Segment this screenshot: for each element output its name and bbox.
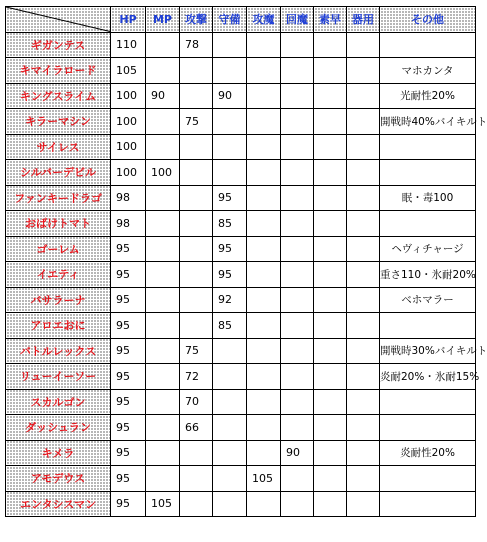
table-row xyxy=(6,491,476,517)
stat-other: 光耐性20% xyxy=(380,83,476,109)
stat-dexterity xyxy=(347,109,380,135)
table-row xyxy=(6,389,476,415)
monster-name: ファンキードラゴ xyxy=(6,185,111,211)
stat-defense: 95 xyxy=(213,185,247,211)
stat-defense xyxy=(213,338,247,364)
stat-magic-recovery xyxy=(281,160,314,186)
table-row xyxy=(6,134,476,160)
stat-magic-recovery xyxy=(281,313,314,339)
stat-hp: 100 xyxy=(111,109,146,135)
stat-magic-recovery xyxy=(281,134,314,160)
stat-mp xyxy=(146,109,180,135)
header-mp: MP xyxy=(146,7,180,33)
header-defense: 守備 xyxy=(213,7,247,33)
stat-defense: 90 xyxy=(213,83,247,109)
stat-other xyxy=(380,160,476,186)
header-other: その他 xyxy=(380,7,476,33)
stat-defense xyxy=(213,364,247,390)
stat-dexterity xyxy=(347,338,380,364)
stat-magic-recovery xyxy=(281,211,314,237)
stat-speed xyxy=(314,389,347,415)
stat-speed xyxy=(314,134,347,160)
stat-speed xyxy=(314,440,347,466)
table-row xyxy=(6,338,476,364)
stat-magic-recovery xyxy=(281,185,314,211)
stat-attack: 66 xyxy=(180,415,213,441)
stat-magic-attack: 105 xyxy=(247,466,281,492)
stat-attack: 72 xyxy=(180,364,213,390)
monster-name: リューイーソー xyxy=(6,364,111,390)
stat-magic-attack xyxy=(247,185,281,211)
stat-speed xyxy=(314,58,347,84)
stat-attack xyxy=(180,440,213,466)
stat-magic-attack xyxy=(247,236,281,262)
stat-hp: 105 xyxy=(111,58,146,84)
stat-hp: 95 xyxy=(111,313,146,339)
stat-defense xyxy=(213,58,247,84)
stat-attack xyxy=(180,185,213,211)
stat-magic-attack xyxy=(247,415,281,441)
stat-hp: 98 xyxy=(111,211,146,237)
stat-magic-recovery xyxy=(281,389,314,415)
stat-speed xyxy=(314,364,347,390)
stat-defense: 85 xyxy=(213,211,247,237)
header-dexterity: 器用 xyxy=(347,7,380,33)
stat-other: 開戦時40%バイキルト xyxy=(380,109,476,135)
stat-magic-attack xyxy=(247,211,281,237)
table-row xyxy=(6,236,476,262)
stat-dexterity xyxy=(347,185,380,211)
table-row xyxy=(6,415,476,441)
stats-table-container xyxy=(5,6,487,517)
stat-attack: 70 xyxy=(180,389,213,415)
monster-name: アロエおに xyxy=(6,313,111,339)
stat-dexterity xyxy=(347,466,380,492)
stat-magic-attack xyxy=(247,491,281,517)
stat-hp: 95 xyxy=(111,466,146,492)
stat-dexterity xyxy=(347,364,380,390)
stat-mp xyxy=(146,313,180,339)
stat-hp: 95 xyxy=(111,415,146,441)
stat-magic-recovery xyxy=(281,83,314,109)
header-attack: 攻撃 xyxy=(180,7,213,33)
monster-name: イエティ xyxy=(6,262,111,288)
table-body xyxy=(6,32,487,517)
monster-name: ゴーレム xyxy=(6,236,111,262)
stat-mp xyxy=(146,58,180,84)
stat-defense xyxy=(213,160,247,186)
stat-other xyxy=(380,313,476,339)
monster-name: キラーマシン xyxy=(6,109,111,135)
stat-attack xyxy=(180,262,213,288)
stat-defense xyxy=(213,32,247,58)
stat-hp: 100 xyxy=(111,83,146,109)
stat-mp xyxy=(146,440,180,466)
table-row xyxy=(6,83,476,109)
stat-other: 開戦時30%バイキルト xyxy=(380,338,476,364)
header-row xyxy=(6,7,476,33)
table-row xyxy=(6,160,476,186)
stat-magic-attack xyxy=(247,440,281,466)
stat-dexterity xyxy=(347,160,380,186)
stat-speed xyxy=(314,313,347,339)
stat-magic-attack xyxy=(247,83,281,109)
stat-magic-attack xyxy=(247,32,281,58)
stat-defense xyxy=(213,466,247,492)
stat-attack xyxy=(180,134,213,160)
stat-hp: 98 xyxy=(111,185,146,211)
stat-other xyxy=(380,415,476,441)
stat-attack: 75 xyxy=(180,109,213,135)
stat-magic-recovery xyxy=(281,262,314,288)
stat-other: マホカンタ xyxy=(380,58,476,84)
stat-mp xyxy=(146,236,180,262)
stat-magic-recovery xyxy=(281,58,314,84)
stat-other: 炎耐性20% xyxy=(380,440,476,466)
monster-name: おばけトマト xyxy=(6,211,111,237)
stat-defense: 95 xyxy=(213,262,247,288)
stat-mp xyxy=(146,415,180,441)
stat-attack xyxy=(180,160,213,186)
monster-name: スカルゴン xyxy=(6,389,111,415)
stat-dexterity xyxy=(347,389,380,415)
stat-attack xyxy=(180,287,213,313)
stat-mp xyxy=(146,134,180,160)
stat-magic-recovery: 90 xyxy=(281,440,314,466)
stat-dexterity xyxy=(347,134,380,160)
stat-magic-attack xyxy=(247,389,281,415)
stat-speed xyxy=(314,338,347,364)
stat-magic-attack xyxy=(247,364,281,390)
stat-attack: 78 xyxy=(180,32,213,58)
table-row xyxy=(6,109,476,135)
header-magic-attack: 攻魔 xyxy=(247,7,281,33)
stat-mp xyxy=(146,466,180,492)
monster-name: キマイラロード xyxy=(6,58,111,84)
stat-dexterity xyxy=(347,491,380,517)
stat-magic-recovery xyxy=(281,491,314,517)
stat-hp: 110 xyxy=(111,32,146,58)
stat-attack xyxy=(180,211,213,237)
stat-speed xyxy=(314,491,347,517)
monster-name: アモデウス xyxy=(6,466,111,492)
table-row xyxy=(6,32,476,58)
table-row xyxy=(6,364,476,390)
stat-mp xyxy=(146,211,180,237)
stat-hp: 95 xyxy=(111,262,146,288)
stat-mp xyxy=(146,32,180,58)
header-speed: 素早 xyxy=(314,7,347,33)
stat-mp xyxy=(146,389,180,415)
header-hp: HP xyxy=(111,7,146,33)
stat-other xyxy=(380,134,476,160)
table-row xyxy=(6,185,476,211)
stat-other xyxy=(380,211,476,237)
stat-other: 眠・毒100 xyxy=(380,185,476,211)
monster-name: キングスライム xyxy=(6,83,111,109)
stat-magic-recovery xyxy=(281,236,314,262)
header-corner-cell xyxy=(6,7,111,33)
monster-name: キメラ xyxy=(6,440,111,466)
stat-defense xyxy=(213,415,247,441)
stat-other xyxy=(380,491,476,517)
stat-magic-attack xyxy=(247,287,281,313)
stat-dexterity xyxy=(347,287,380,313)
table-row xyxy=(6,466,476,492)
stat-dexterity xyxy=(347,415,380,441)
stat-speed xyxy=(314,466,347,492)
stat-attack: 75 xyxy=(180,338,213,364)
stat-defense xyxy=(213,134,247,160)
stat-speed xyxy=(314,287,347,313)
monster-name: バトルレックス xyxy=(6,338,111,364)
stat-dexterity xyxy=(347,236,380,262)
stat-defense: 95 xyxy=(213,236,247,262)
table-row xyxy=(6,287,476,313)
stat-other: 炎耐20%・氷耐15% xyxy=(380,364,476,390)
monster-name: ダッシュラン xyxy=(6,415,111,441)
stat-hp: 95 xyxy=(111,287,146,313)
stat-attack xyxy=(180,58,213,84)
table-row xyxy=(6,262,476,288)
stat-mp: 100 xyxy=(146,160,180,186)
stat-attack xyxy=(180,236,213,262)
stat-mp xyxy=(146,364,180,390)
stat-hp: 95 xyxy=(111,389,146,415)
stat-hp: 100 xyxy=(111,134,146,160)
stat-dexterity xyxy=(347,440,380,466)
stat-defense xyxy=(213,109,247,135)
monster-name: エンタシスマン xyxy=(6,491,111,517)
stat-speed xyxy=(314,236,347,262)
monster-name: シルバーデビル xyxy=(6,160,111,186)
stat-magic-recovery xyxy=(281,338,314,364)
stat-speed xyxy=(314,211,347,237)
stat-hp: 95 xyxy=(111,236,146,262)
stat-hp: 95 xyxy=(111,440,146,466)
stat-other: ヘヴィチャージ xyxy=(380,236,476,262)
stat-magic-recovery xyxy=(281,415,314,441)
stat-magic-attack xyxy=(247,134,281,160)
stat-dexterity xyxy=(347,313,380,339)
stat-magic-attack xyxy=(247,109,281,135)
table-row xyxy=(6,58,476,84)
stat-dexterity xyxy=(347,58,380,84)
stat-speed xyxy=(314,32,347,58)
table-row xyxy=(6,440,476,466)
stat-mp: 90 xyxy=(146,83,180,109)
stat-magic-attack xyxy=(247,338,281,364)
stat-mp xyxy=(146,338,180,364)
monster-stats-table xyxy=(5,6,487,517)
stat-other xyxy=(380,466,476,492)
stat-hp: 95 xyxy=(111,491,146,517)
stat-magic-recovery xyxy=(281,466,314,492)
stat-speed xyxy=(314,262,347,288)
stat-other xyxy=(380,389,476,415)
stat-mp xyxy=(146,287,180,313)
stat-attack xyxy=(180,466,213,492)
stat-attack xyxy=(180,83,213,109)
stat-dexterity xyxy=(347,211,380,237)
stat-magic-attack xyxy=(247,160,281,186)
stat-hp: 95 xyxy=(111,364,146,390)
stat-dexterity xyxy=(347,32,380,58)
stat-magic-attack xyxy=(247,262,281,288)
stat-magic-recovery xyxy=(281,109,314,135)
monster-name: サイレス xyxy=(6,134,111,160)
stat-magic-recovery xyxy=(281,32,314,58)
stat-magic-recovery xyxy=(281,287,314,313)
stat-mp xyxy=(146,262,180,288)
stat-magic-recovery xyxy=(281,364,314,390)
stat-other: ベホマラー xyxy=(380,287,476,313)
stat-defense: 85 xyxy=(213,313,247,339)
stat-other xyxy=(380,32,476,58)
stat-speed xyxy=(314,185,347,211)
stat-defense xyxy=(213,440,247,466)
stat-attack xyxy=(180,313,213,339)
stat-defense: 92 xyxy=(213,287,247,313)
table-row xyxy=(6,313,476,339)
header-magic-recovery: 回魔 xyxy=(281,7,314,33)
stat-mp xyxy=(146,185,180,211)
stat-dexterity xyxy=(347,83,380,109)
stat-magic-attack xyxy=(247,58,281,84)
stat-dexterity xyxy=(347,262,380,288)
stat-attack xyxy=(180,491,213,517)
stat-defense xyxy=(213,389,247,415)
stat-speed xyxy=(314,83,347,109)
stat-other: 重さ110・氷耐20% xyxy=(380,262,476,288)
stat-magic-attack xyxy=(247,313,281,339)
stat-hp: 95 xyxy=(111,338,146,364)
stat-hp: 100 xyxy=(111,160,146,186)
stat-speed xyxy=(314,415,347,441)
monster-name: ギガンテス xyxy=(6,32,111,58)
stat-speed xyxy=(314,109,347,135)
stat-defense xyxy=(213,491,247,517)
monster-name: バサラーナ xyxy=(6,287,111,313)
stat-speed xyxy=(314,160,347,186)
stat-mp: 105 xyxy=(146,491,180,517)
table-row xyxy=(6,211,476,237)
